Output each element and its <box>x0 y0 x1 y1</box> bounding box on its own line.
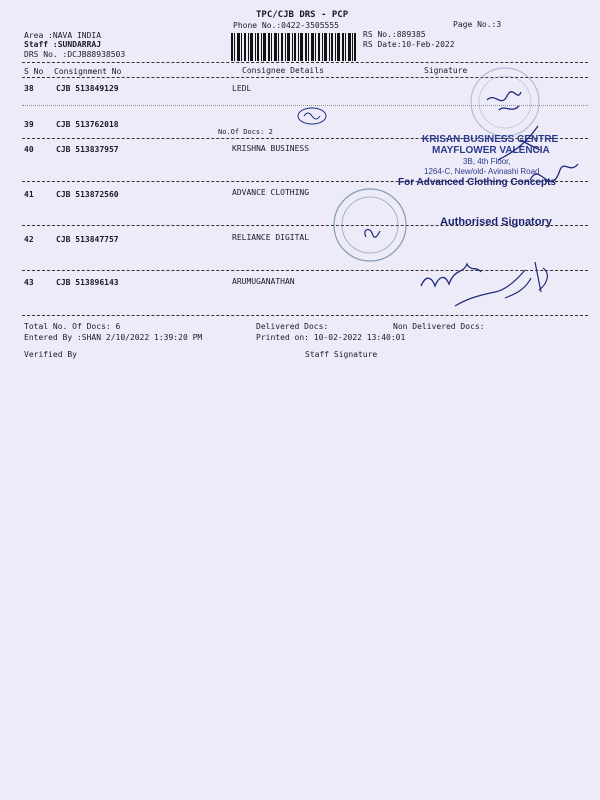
row-consignee: ADVANCE CLOTHING <box>232 188 310 197</box>
rs-date: RS Date:10-Feb-2022 <box>363 40 455 49</box>
row-sno: 38 <box>24 84 34 93</box>
page-number: Page No.:3 <box>453 20 502 29</box>
staff-label: Staff :SUNDARRAJ <box>24 40 102 49</box>
round-stamp <box>330 185 410 265</box>
row-consignee: RELIANCE DIGITAL <box>232 233 310 242</box>
staff-signature-label: Staff Signature <box>305 350 378 359</box>
handwritten-note <box>415 248 565 318</box>
stamp-line: KRISAN BUSINESS CENTRE <box>422 134 559 145</box>
row-consignment: CJB 513762018 <box>56 120 119 129</box>
rs-number: RS No.:889385 <box>363 30 426 39</box>
row-sno: 41 <box>24 190 34 199</box>
handwritten-signature <box>490 120 590 230</box>
row-sno: 43 <box>24 278 34 287</box>
stamp-line: 3B, 4th Floor, <box>463 157 511 166</box>
row-consignment: CJB 513847757 <box>56 235 119 244</box>
col-consignee: Consignee Details <box>242 66 324 75</box>
printed-on: Printed on: 10-02-2022 13:40:01 <box>256 333 406 342</box>
non-delivered-docs: Non Delivered Docs: <box>393 322 485 331</box>
doc-title: TPC/CJB DRS - PCP <box>256 10 349 20</box>
drs-number: DRS No. :DCJB88938503 <box>24 50 126 59</box>
stamp-line: Authorised Signatory <box>440 216 552 228</box>
row-consignment: CJB 513837957 <box>56 145 119 154</box>
stamp-line: 1264-C, New/old- Avinashi Road <box>424 167 540 176</box>
col-signature: Signature <box>424 66 468 75</box>
row-consignee: LEDL <box>232 84 252 93</box>
row-consignee: ARUMUGANATHAN <box>232 277 295 286</box>
row-sno: 39 <box>24 120 34 129</box>
row-doc-count: No.Of Docs: 2 <box>218 128 273 136</box>
area-label: Area :NAVA INDIA <box>24 31 102 40</box>
row-sno: 42 <box>24 235 34 244</box>
signature-mark <box>290 104 340 134</box>
phone-number: Phone No.:0422-3505555 <box>233 21 339 30</box>
row-consignment: CJB 513872560 <box>56 190 119 199</box>
verified-by: Verified By <box>24 350 77 359</box>
row-consignment: CJB 513896143 <box>56 278 119 287</box>
col-consignment: Consignment No <box>54 67 122 76</box>
delivered-docs: Delivered Docs: <box>256 322 329 331</box>
col-sno: S No <box>24 67 44 76</box>
row-consignee: KRISHNA BUSINESS <box>232 144 310 153</box>
row-consignment: CJB 513849129 <box>56 84 119 93</box>
stamp-line: For Advanced Clothing Concepts <box>398 177 556 188</box>
row-sno: 40 <box>24 145 34 154</box>
barcode <box>231 33 357 61</box>
stamp-line: MAYFLOWER VALENCIA <box>432 145 550 156</box>
total-docs: Total No. Of Docs: 6 <box>24 322 121 331</box>
entered-by: Entered By :SHAN 2/10/2022 1:39:20 PM <box>24 333 203 342</box>
